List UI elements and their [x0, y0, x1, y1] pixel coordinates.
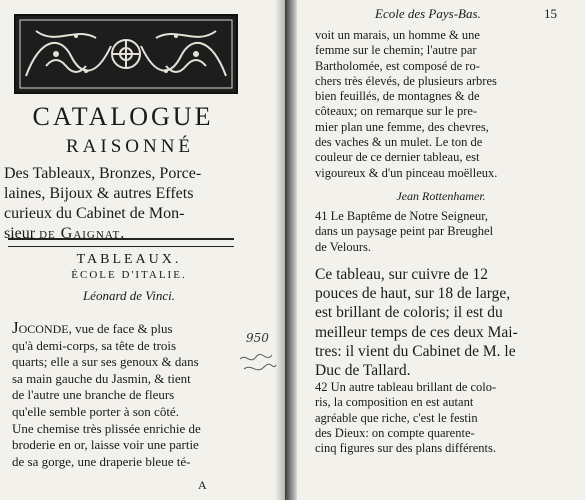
- catalogue-subtitle: RAISONNÉ: [65, 136, 195, 157]
- text-line: meilleur temps de ces deux Mai-: [315, 323, 518, 341]
- text-line: ris, la composition en est autant: [315, 395, 474, 410]
- entry-line: qu'à demi-corps, sa tête de trois: [12, 337, 177, 353]
- entry-line: qu'elle semble porter à son côté.: [12, 403, 179, 419]
- title-line-prefix: sieur: [4, 225, 40, 242]
- entry-line: Une chemise très plissée enrichie de: [12, 420, 201, 436]
- text-line: voit un marais, un homme & une: [315, 28, 480, 42]
- entry-line: broderie en or, laisse voir une partie: [12, 437, 199, 453]
- text-line: pouces de haut, sur 18 de large,: [315, 285, 511, 303]
- section-title: TABLEAUX.: [76, 252, 182, 267]
- title-line: curieux du Cabinet de Mon-: [4, 205, 185, 222]
- paragraph-4: [315, 380, 577, 456]
- text-line: Ce tableau, sur cuivre de 12: [315, 266, 489, 283]
- text-line: bien feuillés, de montagnes & de: [315, 89, 480, 104]
- entry-line: de l'autre une branche de fleurs: [12, 387, 175, 403]
- text-line: mier plan une femme, des chevres,: [315, 119, 489, 134]
- text-line: couleur de ce dernier tableau, est: [315, 150, 480, 165]
- entry-line: de sa gorge, une draperie bleue té-: [12, 453, 191, 469]
- artist-heading: Jean Rottenhamer.: [396, 189, 486, 203]
- text-line: vigoureux & d'un pinceau moëlleux.: [315, 165, 498, 180]
- text-line: côteaux; on remarque sur le pre-: [315, 104, 478, 119]
- handwritten-margin-note: 950: [246, 331, 269, 345]
- paragraph-3: [315, 265, 577, 380]
- title-line: laines, Bijoux & autres Effets: [4, 185, 194, 202]
- running-header: [315, 6, 567, 26]
- paragraph-2: [315, 209, 577, 255]
- text-line: des vaches & un mulet. Le ton de: [315, 135, 483, 150]
- right-page: [297, 0, 585, 500]
- entry-line: quarts; elle a sur ses genoux & dans: [12, 354, 199, 370]
- section-artist: Léonard de Vinci.: [82, 288, 176, 303]
- entry-line: [12, 320, 240, 338]
- text-line: est brillant de coloris; il est du: [315, 304, 503, 322]
- text-line: Bartholomée, est composé de ro-: [315, 58, 480, 73]
- entry-dropcap: Joconde: [12, 318, 69, 337]
- paragraph-1: [315, 28, 577, 181]
- text-line: de Velours.: [315, 239, 372, 254]
- text-line: des Dieux: on compte quarente-: [315, 425, 475, 440]
- catalogue-title: CATALOGUE: [32, 102, 214, 131]
- text-line: femme sur le chemin; l'autre par: [315, 43, 477, 58]
- text-line: dans un paysage peint par Breughel: [315, 224, 494, 239]
- running-header-title: Ecole des Pays-Bas.: [375, 6, 481, 21]
- scribble-icon: [238, 349, 278, 379]
- entry-line: sa main gauche du Jasmin, & tient: [12, 370, 191, 386]
- text-line: 41 Le Baptême de Notre Seigneur,: [315, 209, 489, 223]
- page-number: 15: [544, 6, 557, 21]
- left-page: [0, 0, 285, 500]
- text-line: Duc de Tallard.: [315, 362, 411, 380]
- book-gutter: [285, 0, 297, 500]
- text-line: cinq figures sur des plans différents.: [315, 441, 496, 456]
- text-line: chers très élevés, de plusieurs arbres: [315, 73, 497, 88]
- entry-line-text: , vue de face & plus: [68, 321, 173, 336]
- section-school: ÉCOLE D'ITALIE.: [71, 269, 187, 281]
- entry-text: [12, 320, 240, 470]
- title-line: Des Tableaux, Bronzes, Porce-: [4, 165, 202, 182]
- text-line: 42 Un autre tableau brillant de colo-: [315, 380, 497, 394]
- owner-name: de Gaignat.: [39, 225, 126, 242]
- text-line: agréable que riche, c'est le festin: [315, 410, 478, 425]
- double-rule: [8, 238, 234, 247]
- text-line: tres: il vient du Cabinet de M. le: [315, 342, 516, 360]
- catchword: A: [198, 478, 207, 492]
- ornament-icon: [16, 16, 236, 92]
- decorative-headpiece: [14, 14, 238, 94]
